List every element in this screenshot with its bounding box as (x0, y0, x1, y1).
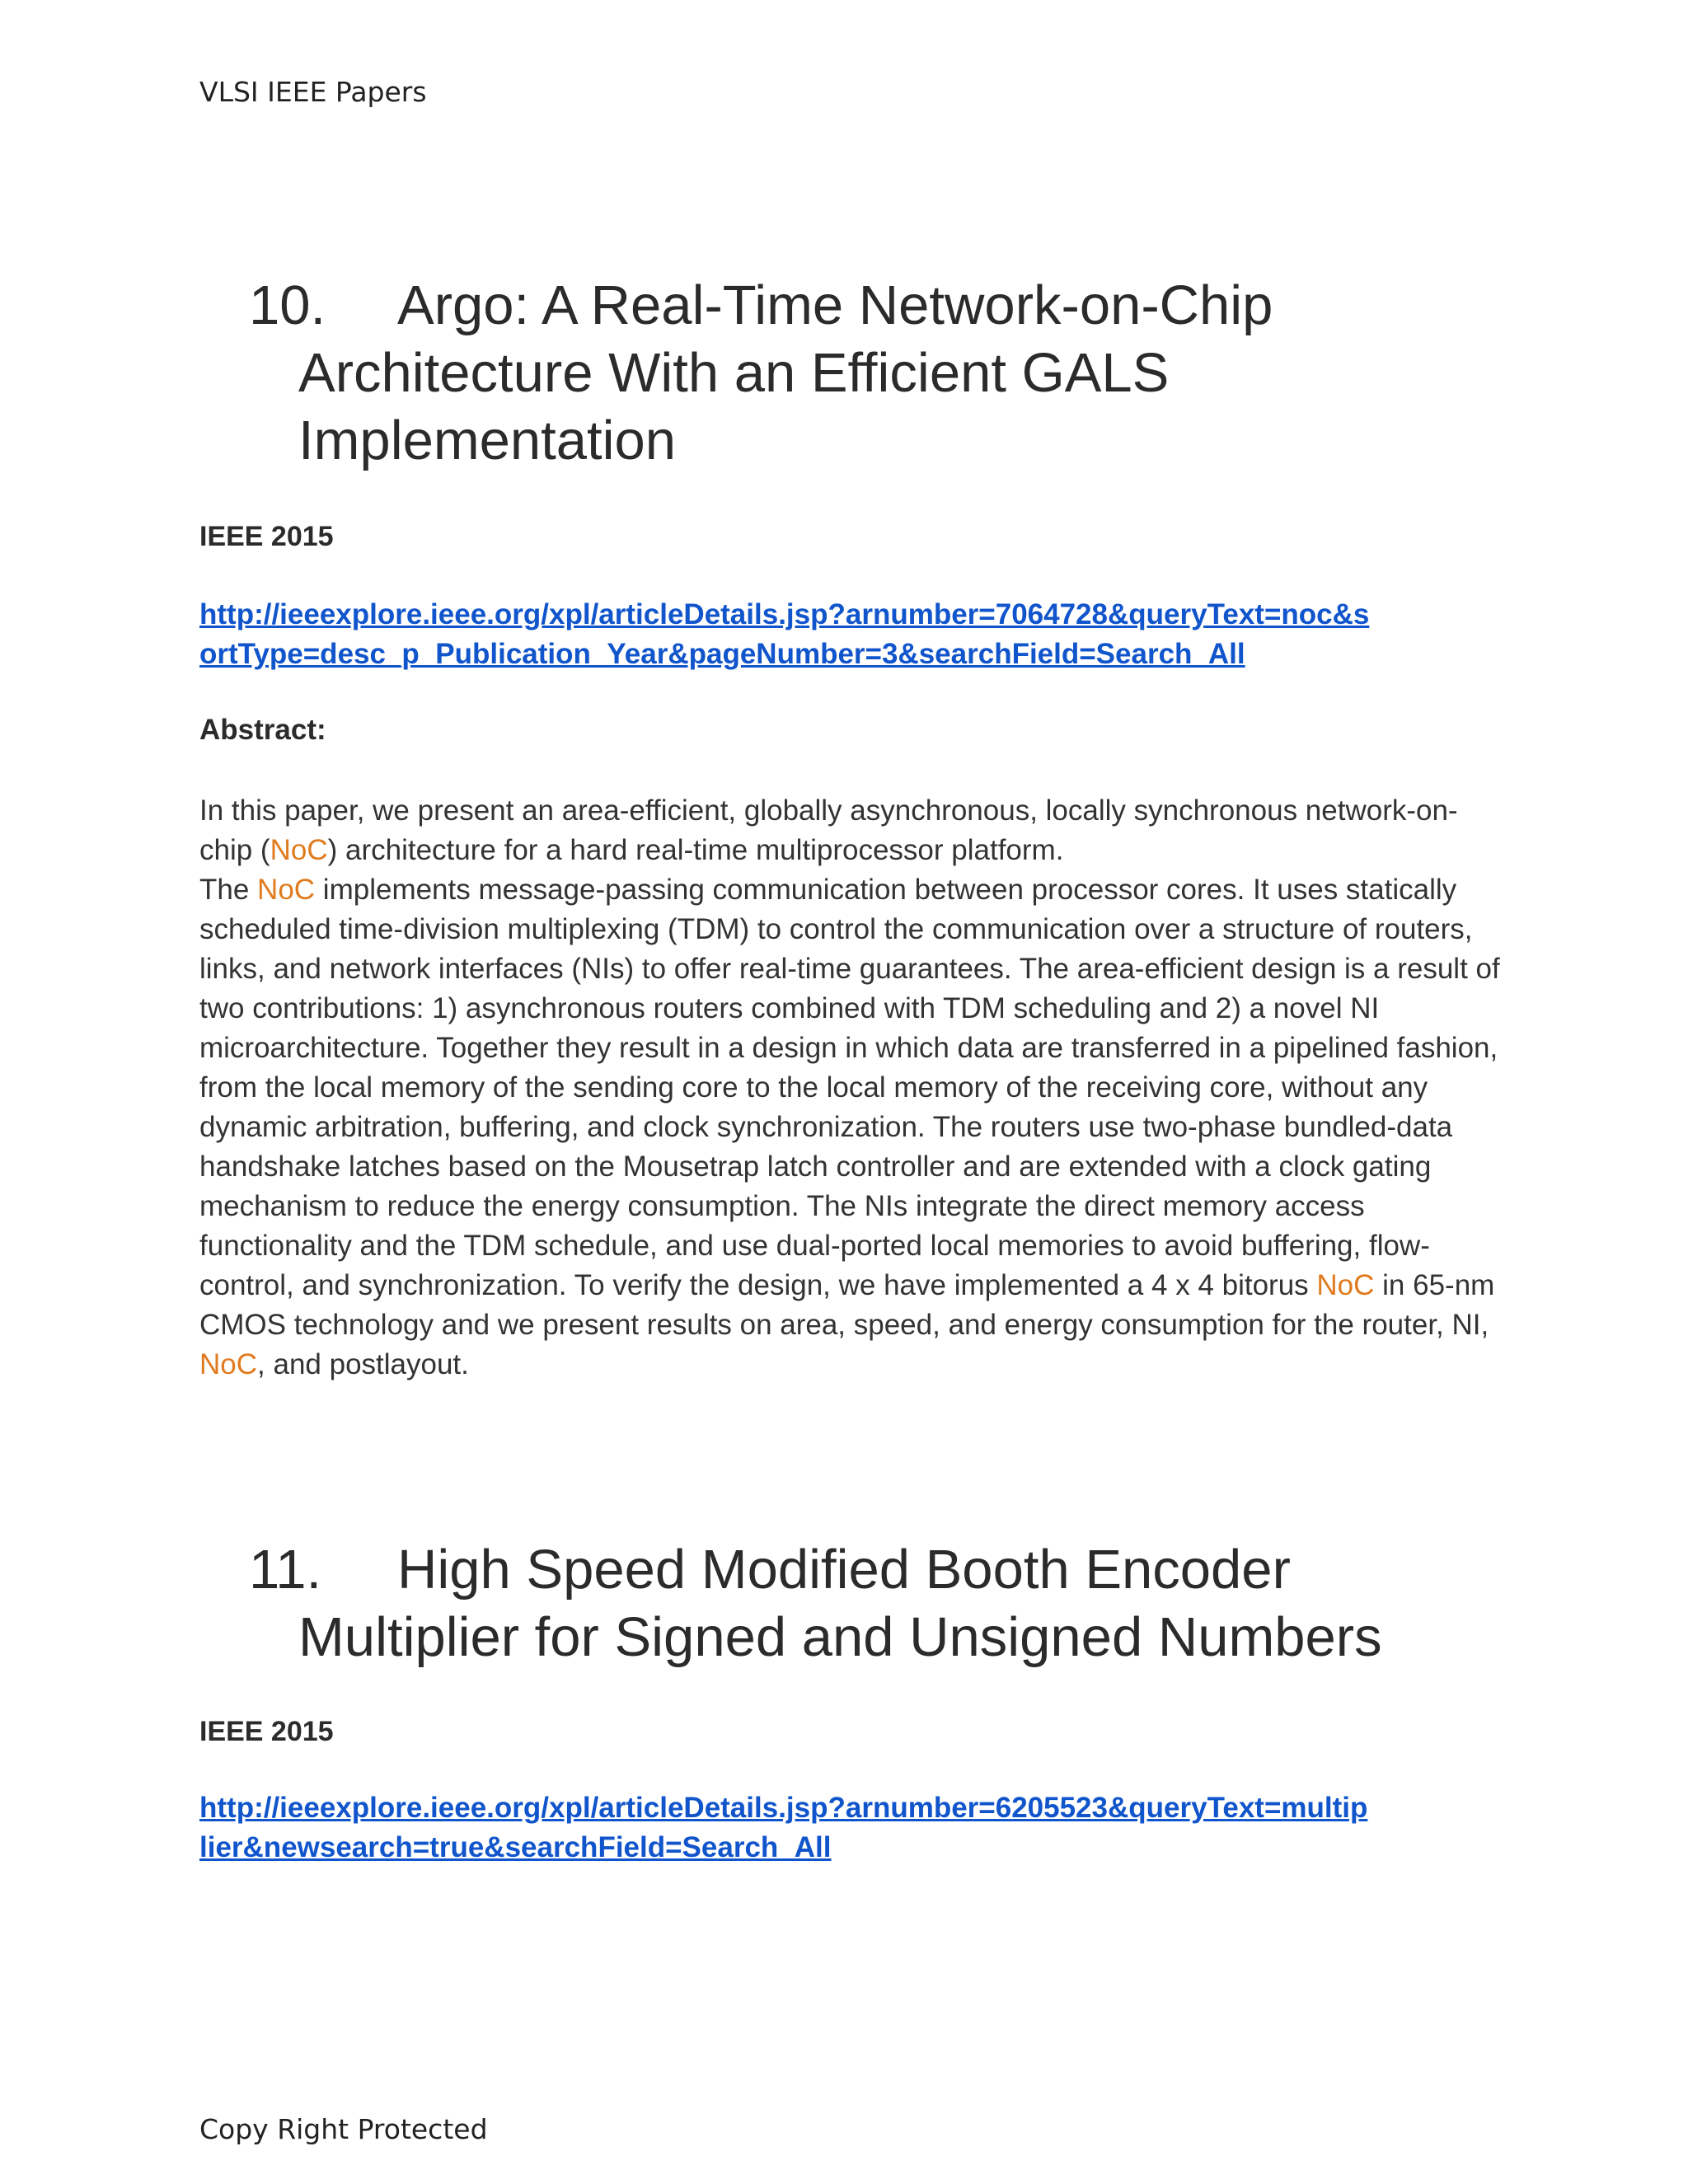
paper-10-link[interactable] (199, 595, 1493, 674)
page-header: VLSI IEEE Papers (199, 76, 427, 108)
paper-11-link[interactable] (199, 1788, 1493, 1868)
paper-10-link-line1[interactable]: http://ieeexplore.ieee.org/xpl/articleDetails.jsp?arnumber=7064728&queryText=noc&s (199, 598, 1370, 630)
paper-10-link-line2[interactable]: ortType=desc_p_Publication_Year&pageNumber=3&searchField=Search_All (199, 638, 1245, 670)
paper-11-link-line1[interactable]: http://ieeexplore.ieee.org/xpl/articleDetails.jsp?arnumber=6205523&queryText=multip (199, 1792, 1368, 1824)
paper-10-title-line3: Implementation (298, 410, 677, 471)
paper-10-title-line2: Architecture With an Efficient GALS (298, 342, 1170, 404)
paper-10-year: IEEE 2015 (199, 521, 334, 552)
paper-10-abstract (199, 791, 1502, 1385)
noc-highlight: NoC (1316, 1269, 1375, 1301)
abstract-text-6: , and postlayout. (257, 1348, 469, 1380)
noc-highlight: NoC (257, 874, 316, 906)
paper-11-link-line2[interactable]: lier&newsearch=true&searchField=Search_All (199, 1831, 832, 1863)
abstract-text-5: in 65-nm CMOS technology and we present results on area, speed, and energy consumption for the router, NI, (199, 1269, 1495, 1341)
paper-11-title-line1: High Speed Modified Booth Encoder (397, 1539, 1291, 1601)
abstract-text-4: implements message-passing communication between processor cores. It uses statically scheduled time-division multiplexing (TDM) to control the communication over a structure of routers, links, and network interfaces (NIs) to offer real-time guarantees. The area-efficient design is a result of two contributions: 1) asynchronous routers combined with TDM scheduling and 2) a novel NI microarchitecture. Together they result in a design in which data are transferred in a pipelined fashion, from the local memory of the sending core to the local memory of the receiving core, without any dynamic arbitration, buffering, and clock synchronization. The routers use two-phase bundled-data handshake latches based on the Mousetrap latch controller and are extended with a clock gating mechanism to reduce the energy consumption. The NIs integrate the direct memory access functionality and the TDM schedule, and use dual-ported local memories to avoid buffering, flow-control, and synchronization. To verify the design, we have implemented a 4 x 4 bitorus (199, 874, 1500, 1301)
paper-10-title-line1: Argo: A Real-Time Network-on-Chip (397, 274, 1273, 336)
noc-highlight: NoC (270, 834, 328, 866)
paper-10-number: 10. (249, 274, 326, 336)
paper-11-year: IEEE 2015 (199, 1716, 334, 1747)
abstract-text-3: The (199, 874, 258, 906)
paper-10-abstract-label: Abstract: (199, 714, 326, 746)
paper-11-title-line2: Multiplier for Signed and Unsigned Numbers (298, 1606, 1382, 1668)
noc-highlight: NoC (199, 1348, 258, 1380)
paper-11-number: 11. (249, 1539, 322, 1601)
paper-10-title (249, 272, 1469, 475)
abstract-text-2: ) architecture for a hard real-time multiprocessor platform. (327, 834, 1064, 866)
paper-11-title (249, 1536, 1469, 1671)
abstract-text-1: In this paper, we present an area-efficient, globally asynchronous, locally synchronous network-on-chip ( (199, 794, 1458, 866)
page-footer: Copy Right Protected (199, 2113, 488, 2145)
